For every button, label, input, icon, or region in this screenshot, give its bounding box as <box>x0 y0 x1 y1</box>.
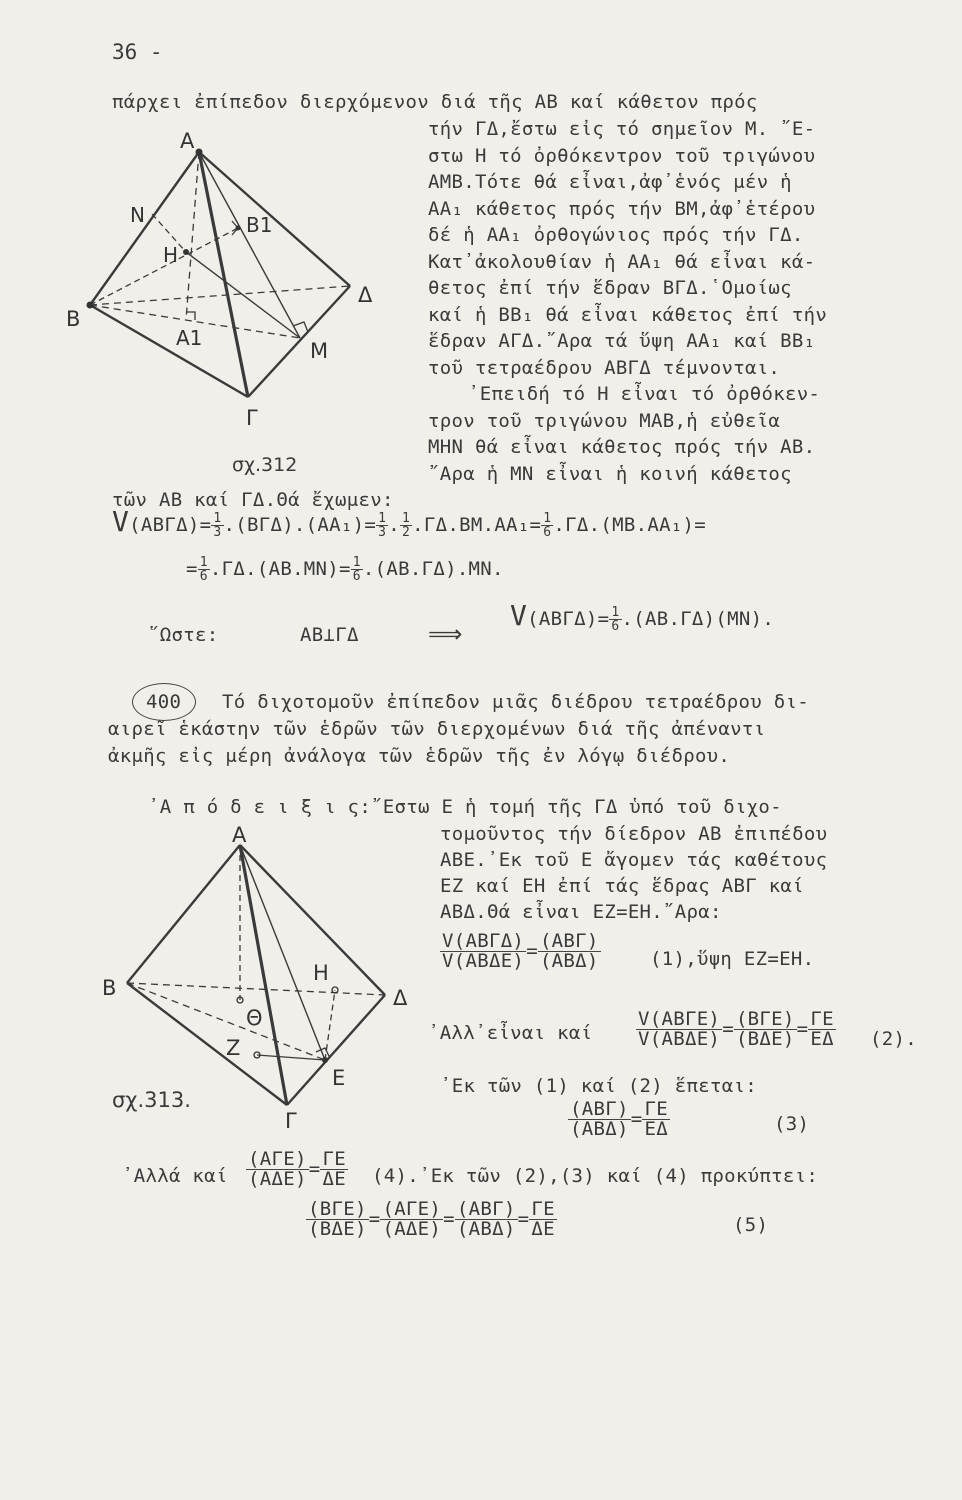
proof-heading: ᾽Α π ό δ ε ι ξ ι ς:῎Εστω E ἡ τομή τῆς ΓΔ ὑπό τοῦ διχο- <box>148 796 782 818</box>
text-line: τοῦ τετραέδρου ABΓΔ τέμνονται. <box>428 357 781 379</box>
text-line: καί ἡ BB₁ θά εἶναι κάθετος ἐπί τήν <box>428 304 828 326</box>
equation-1: V(ABΓΔ) V(ABΔE) = (ABΓ) (ABΔ) <box>442 930 599 972</box>
perpendicular-statement: AB⊥ΓΔ <box>300 624 359 646</box>
edge-ab <box>127 845 240 983</box>
equation-2-prefix: ᾽Αλλ᾽εἶναι καί <box>428 1022 593 1044</box>
text-line: τομοῦντος τήν δίεδρον AB ἐπιπέδου <box>440 823 828 845</box>
label-B1: B1 <box>246 213 273 237</box>
text-line: τρον τοῦ τριγώνου MAB,ἡ εὐθεῖα <box>428 410 781 432</box>
segment-hm <box>186 252 300 338</box>
label-Theta: Θ <box>246 1006 263 1030</box>
equation-3: (ABΓ) (ABΔ) = $\frac{\Gamma E}{E\Delta}$ <box>570 1098 668 1140</box>
label-A1: A1 <box>176 326 203 350</box>
implies-arrow: ⟹ <box>428 620 463 648</box>
equation-volume-2: = $\frac{1}{6}$ .ΓΔ.(AB.MN)= $\frac{1}{6}$ .(AB.ΓΔ).MN. <box>186 555 504 584</box>
equation-volume-3: V(ABΓΔ)= $\frac{1}{6}$ .(AB.ΓΔ)(MN). <box>510 599 775 634</box>
text-line: τήν ΓΔ,ἔστω εἰς τό σημεῖον M. ῎Ε- <box>428 118 816 140</box>
text-line: στω H τό ὀρθόκεντρον τοῦ τριγώνου <box>428 145 816 167</box>
segment-aa1 <box>186 152 199 320</box>
equation-volume-1: V(ABΓΔ)= $\frac{1}{3}$ .(BΓΔ).(AA₁)= $\frac{1}{3}$ . $\frac{1}{2}$ .ΓΔ.BM.AA₁= $\frac{1}{6}$ .ΓΔ.(MB.AA₁)= <box>112 505 707 540</box>
text-line: θετος ἐπί τήν ἕδραν BΓΔ.῾Ομοίως <box>428 277 792 299</box>
figure-312 <box>60 125 400 445</box>
text-line: τῶν AB καί ΓΔ.Θά ἔχωμεν: <box>112 489 394 511</box>
label-Delta: Δ <box>393 986 408 1010</box>
page-number: 36 - <box>112 40 163 64</box>
problem-number: 400 <box>146 691 182 713</box>
equation-5-tag: (5) <box>733 1214 769 1236</box>
edge-bg <box>90 305 248 397</box>
equation-4: (AΓE) (AΔE) = $\frac{\Gamma E}{\Delta E}$ <box>248 1148 346 1190</box>
label-H: H <box>163 243 179 267</box>
text-line: ῎Αρα ἡ MN εἶναι ἡ κοινή κάθετος <box>428 463 792 485</box>
edge-bd-hidden <box>90 286 350 305</box>
segment-ez <box>257 1055 325 1060</box>
label-E: E <box>332 1066 346 1090</box>
label-A: A <box>232 823 247 847</box>
label-M: M <box>310 339 329 363</box>
text-line: δέ ἡ AA₁ ὀρθογώνιος πρός τήν ΓΔ. <box>428 224 804 246</box>
equation-2: V(ABΓE) V(ABΔE) = (BΓE) (BΔE) = $\frac{\Gamma E}{E\Delta}$ <box>638 1008 834 1050</box>
right-angle-a1 <box>186 312 195 320</box>
equation-5: (BΓE) (BΔE) = (AΓE) (AΔE) = (ABΓ) (ABΔ) = $\frac{\Gamma E}{\Delta E}$ <box>308 1198 555 1240</box>
text-line: ABΔ.Θά εἶναι EZ=EH.῎Αρα: <box>440 901 722 923</box>
wste-label: ῞Ωστε: <box>148 624 219 646</box>
median-am <box>199 152 300 338</box>
equation-4-prefix: ᾽Αλλά καί <box>122 1165 228 1187</box>
text-line: ABE.᾽Εκ τοῦ E ἄγομεν τάς καθέτους <box>440 849 828 871</box>
label-Gamma: Γ <box>246 406 258 430</box>
label-B: B <box>102 976 117 1000</box>
label-B: B <box>66 307 81 331</box>
label-H: H <box>313 961 329 985</box>
label-Delta: Δ <box>358 283 373 307</box>
problem-statement-line: ἀκμῆς εἰς μέρη ἀνάλογα τῶν ἑδρῶν τῆς ἐν λόγῳ διέδρου. <box>108 745 731 767</box>
equation-1-tag: (1),ὕψη EZ=EH. <box>650 948 815 970</box>
edge-bd-hidden <box>127 983 385 995</box>
equation-4-text: (4).᾽Εκ τῶν (2),(3) καί (4) προκύπτει: <box>372 1165 819 1187</box>
edge-bg <box>127 983 287 1105</box>
problem-statement-line: Τό διχοτομοῦν ἐπίπεδον μιᾶς διέδρου τετραέδρου δι- <box>222 691 809 713</box>
text-line: AA₁ κάθετος πρός τήν BM,ἀφ᾽ἑτέρου <box>428 198 816 220</box>
text-line: ᾽Επειδή τό H εἶναι τό ὀρθόκεν- <box>468 383 821 405</box>
edge-ab <box>90 152 199 305</box>
figure-313-caption: σχ.313. <box>112 1088 191 1112</box>
text-line: πάρχει ἐπίπεδον διερχόμενον διά τῆς AB καί κάθετον πρός <box>112 91 758 113</box>
label-Gamma: Γ <box>285 1109 297 1130</box>
segment-eh <box>325 990 335 1060</box>
text-line: ἕδραν AΓΔ.῎Αρα τά ὕψη AA₁ καί BB₁ <box>428 330 816 352</box>
text-line: ᾽Εκ τῶν (1) καί (2) ἕπεται: <box>440 1075 757 1097</box>
edge-dg <box>248 286 350 397</box>
text-line: AMB.Τότε θά εἶναι,ἀφ᾽ἑνός μέν ἡ <box>428 171 792 193</box>
label-N: N <box>130 203 145 227</box>
equation-2-tag: (2). <box>870 1028 917 1050</box>
text-line: EZ καί EH ἐπί τάς ἕδρας ABΓ καί <box>440 875 804 897</box>
text-line: Κατ᾽ἀκολουθίαν ἡ AA₁ θά εἶναι κά- <box>428 251 816 273</box>
text-line: MHN θά εἶναι κάθετος πρός τήν AB. <box>428 436 816 458</box>
label-Z: Z <box>226 1036 241 1060</box>
equation-3-tag: (3) <box>774 1113 810 1135</box>
problem-statement-line: αιρεῖ ἑκάστην τῶν ἑδρῶν τῶν διερχομένων διά τῆς ἀπέναντι <box>108 718 766 740</box>
label-A: A <box>180 129 195 153</box>
edge-ag <box>240 845 287 1105</box>
figure-312-caption: σχ.312 <box>232 454 298 476</box>
figure-313 <box>90 815 420 1130</box>
